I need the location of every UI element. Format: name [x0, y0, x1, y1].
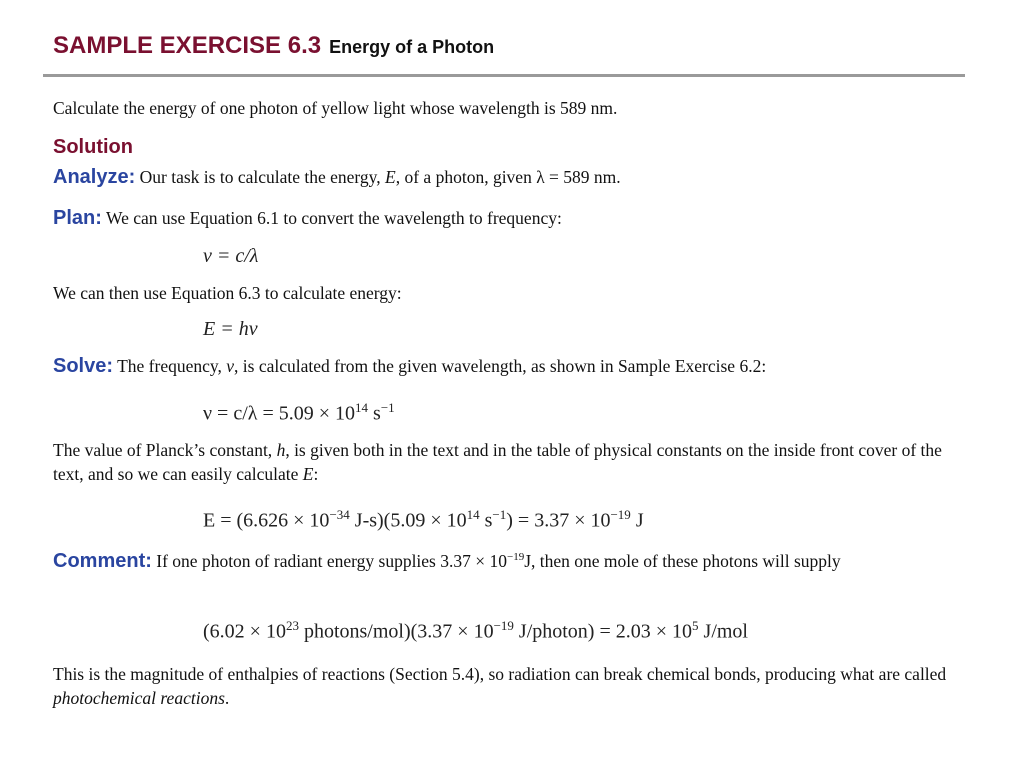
exercise-title: SAMPLE EXERCISE 6.3 — [53, 32, 322, 59]
solve-label: Solve: — [53, 355, 114, 377]
equation-frequency-value: $\nu = c/\lambda = 5.09 \times 10^{14}$ $s^{-1}$ — [203, 400, 395, 425]
page-header — [53, 32, 494, 60]
plan-text: We can use Equation 6.1 to convert the wavelength to frequency: — [105, 208, 562, 228]
solution-heading: Solution — [53, 136, 133, 158]
solve-text-b: , is calculated from the given wavelength, as shown in Sample Exercise 6.2: — [234, 356, 767, 376]
then-text: We can then use Equation 6.3 to calculate energy: — [53, 283, 402, 303]
analyze-text-a: Our task is to calculate the energy, — [139, 167, 386, 187]
solve-section — [53, 354, 766, 378]
comment-label: Comment: — [53, 549, 152, 572]
solve-text-a: The frequency, — [117, 356, 227, 376]
problem-statement: Calculate the energy of one photon of yellow light whose wavelength is 589 nm. — [53, 98, 618, 118]
equation-frequency: ν = c/λ — [203, 245, 259, 267]
closing-paragraph: This is the magnitude of enthalpies of reactions (Section 5.4), so radiation can break chemical bonds, producing what are called photochemical reactions. — [53, 664, 947, 708]
header-divider — [43, 74, 965, 77]
analyze-var: E — [385, 167, 396, 187]
plan-label: Plan: — [53, 207, 102, 229]
analyze-label: Analyze: — [53, 166, 136, 188]
analyze-text-b: , of a photon, given λ = 589 nm. — [395, 167, 621, 187]
equation-molar-energy: ($6.02 \times 10^{23}$ photons/mol)(3.37 × $10^{-19}$ J/photon) = $2.03 \times 10^5$ J/mol — [203, 618, 748, 643]
plan-section — [53, 206, 562, 230]
exercise-subtitle: Energy of a Photon — [329, 37, 495, 57]
comment-section: Comment: If one photon of radiant energy supplies $3.37 \times 10^{-19}J$, then one mole of these photons will supply — [53, 549, 841, 572]
analyze-section — [53, 165, 621, 189]
equation-energy-value: $E = (6.626 \times 10^{-34}$ $J-s)(5.09 \times 10^{14}$ $s^{-1}) = 3.37 \times 10^{-19}$ J — [203, 507, 644, 532]
planck-paragraph: The value of Planck’s constant, h, is given both in the text and in the table of physical constants on the inside front cover of the text, and so we can easily calculate E: — [53, 440, 942, 484]
solve-var: ν — [226, 356, 235, 376]
equation-energy: E = hν — [203, 318, 258, 340]
